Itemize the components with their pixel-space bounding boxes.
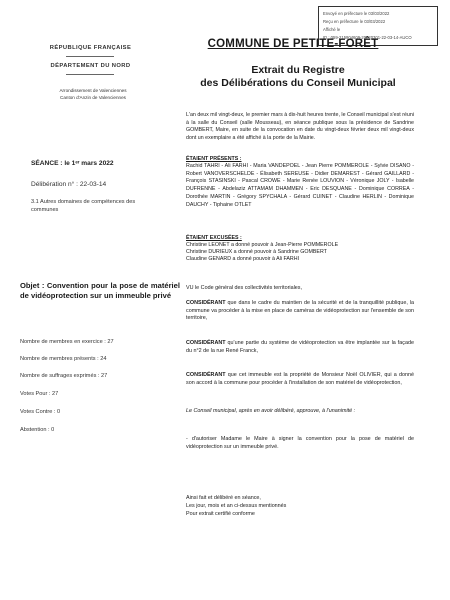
considerant-text: que cet immeuble est la propriété de Monsieur Noël OLIVIER, qui a donné son accord à la commune pour procéder à l'installation de son matériel de vidéoprotection, bbox=[186, 372, 414, 386]
excuse-line: Christine LEONET a donné pouvoir à Jean-Pierre POMMEROLE bbox=[186, 242, 339, 248]
department-label: DÉPARTEMENT DU NORD bbox=[50, 63, 131, 69]
abstention: Abstention : 0 bbox=[20, 427, 55, 433]
votes-contre: Votes Contre : 0 bbox=[20, 409, 61, 415]
considerant-2 bbox=[186, 340, 414, 355]
count-members: Nombre de membres en exercice : 27 bbox=[20, 339, 114, 345]
excuse-line: Claudine GENARD a donné pouvoir à Ali FARHI bbox=[186, 256, 300, 262]
intro-paragraph: L'an deux mil vingt-deux, le premier mars à dix-huit heures trente, le Conseil municipal s'est réuni à la salle du Conseil (salle Mousseau), en séance publique sous la présidence de Sandrine GOMBERT, Maire, en suite de la convocation en date du vingt-deux février deux mil vingt-deux dont un exemplaire a été affiché à la porte de la Mairie. bbox=[186, 112, 414, 142]
presents-label: ÉTAIENT PRÉSENTS : bbox=[186, 156, 242, 162]
autorisation-paragraph: - d'autoriser Madame le Maire à signer la convention pour la pose de matériel de vidéoprotection sur un immeuble privé. bbox=[186, 436, 414, 450]
considerant-3 bbox=[186, 372, 414, 387]
stamp-line: Affiché le bbox=[323, 27, 341, 32]
considerant-lead: CONSIDÉRANT bbox=[186, 300, 226, 306]
divider bbox=[66, 74, 114, 75]
theme-label: 3.1 Autres domaines de compétences des communes bbox=[31, 199, 136, 213]
arrondissement-label: Arrondissement de Valenciennes bbox=[59, 88, 127, 93]
seance-date: SÉANCE : le 1ᵉʳ mars 2022 bbox=[31, 160, 114, 167]
extrait-title: Extrait du Registre bbox=[251, 64, 345, 76]
considerant-1 bbox=[186, 300, 414, 323]
deliberations-title: des Délibérations du Conseil Municipal bbox=[200, 77, 396, 89]
deliberation-number: Délibération n° : 22-03-14 bbox=[31, 181, 107, 188]
votes-pour: Votes Pour : 27 bbox=[20, 391, 59, 397]
considerant-lead: CONSIDÉRANT bbox=[186, 340, 226, 346]
decision-paragraph: Le Conseil municipal, après en avoir délibéré, approuve, à l'unanimité : bbox=[186, 408, 356, 414]
considerant-lead: CONSIDÉRANT bbox=[186, 372, 226, 378]
excuse-line: Christine DURIEUX a donné pouvoir à Sandrine GOMBERT bbox=[186, 249, 327, 255]
stamp-line: ID : 059-215904609-20220301-22-03-14-AUCO bbox=[323, 35, 412, 40]
closing-line: Pour extrait certifié conforme bbox=[186, 511, 255, 517]
republic-label: RÉPUBLIQUE FRANÇAISE bbox=[49, 45, 132, 51]
stamp-line: Reçu en préfecture le 03/03/2022 bbox=[323, 19, 386, 24]
count-suffrages: Nombre de suffrages exprimés : 27 bbox=[20, 373, 108, 379]
considerant-text: qu'une partie du système de vidéoprotection va être implantée sur la façade du n°2 de la rue René Franck, bbox=[186, 340, 414, 354]
presents-list: Rachid TAHRI - Ali FARHI - Maria VANDEPOEL - Jean Pierre POMMEROLE - Sylvie DISANO - Robert VANOVERSCHELDE - Élisabeth SEREUSE - Didier DEMAREST - Gérard GAILLARD - François STASINSKI - Pascal CROWE - Marie Renée LOUVION - Véronique JOLY - Isabelle DUFRENNE - Abdelaziz ATTAMAM DHAMMEN - Eric DESQUANE - Dominique CORREA - Dorothée MARTIN - Grégory SPYCHALA - Gérard CUINET - Claudine HERLIN - Dominique DAUCHY - Tiphaine OTLET bbox=[186, 163, 414, 208]
considerant-text: que dans le cadre du maintien de la sécurité et de la tranquillité publique, la commune va procéder à la mise en place de caméras de vidéoprotection sur l'ensemble de son territoire, bbox=[186, 300, 414, 322]
commune-title: COMMUNE DE PETITE-FORÊT bbox=[207, 38, 379, 50]
excuses-label: ÉTAIENT EXCUSÉES : bbox=[186, 235, 242, 241]
closing-line: Ainsi fait et délibéré en séance, bbox=[186, 495, 261, 501]
stamp-line: Envoyé en préfecture le 03/03/2022 bbox=[323, 11, 390, 16]
vu-paragraph: VU le Code général des collectivités territoriales, bbox=[186, 285, 302, 291]
canton-label: Canton d'Anzin de Valenciennes bbox=[60, 95, 126, 100]
objet-heading: Objet : Convention pour la pose de matériel de vidéoprotection sur un immeuble privé bbox=[20, 281, 180, 300]
count-present: Nombre de membres présents : 24 bbox=[20, 356, 107, 362]
closing-line: Les jour, mois et an ci-dessus mentionnés bbox=[186, 503, 287, 509]
divider bbox=[66, 56, 114, 57]
